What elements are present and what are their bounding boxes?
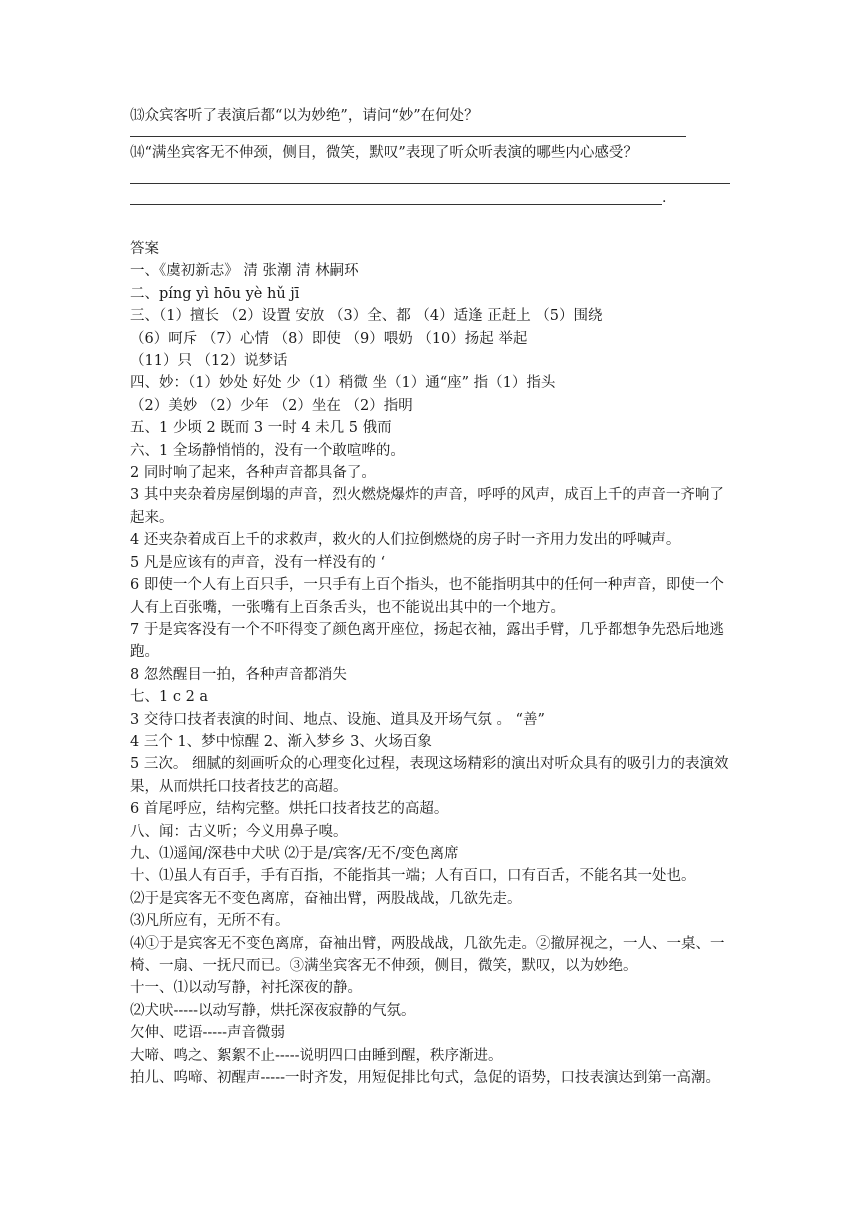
answer-line: ⑶凡所应有，无所不有。 <box>130 913 290 930</box>
answer-line: 3 交待口技者表演的时间、地点、设施、道具及开场气氛 。 “善” <box>130 711 545 728</box>
answer-blank-14b[interactable] <box>130 204 662 205</box>
answer-line: 三、（1）擅长 （2）设置 安放 （3）全、都 （4）适逢 正赶上 （5）围绕 <box>130 308 603 325</box>
answer-line: 七、1 c 2 a <box>130 689 209 706</box>
answer-line: 6 即使一个人有上百只手，一只手有上百个指头，也不能指明其中的任何一种声音，即使一个人有上百张嘴，一张嘴有上百条舌头，也不能说出其中的一个地方。 <box>130 577 724 616</box>
answer-line: 8 忽然醒目一拍，各种声音都消失 <box>130 666 347 683</box>
answer-line: 欠伸、呓语-----声音微弱 <box>130 1025 285 1042</box>
answer-line: （2）美妙 （2）少年 （2）坐在 （2）指明 <box>130 397 413 414</box>
answer-line: 九、⑴遥闻/深巷中犬吠 ⑵于是/宾客/无不/变色离席 <box>130 845 459 862</box>
answer-line: 7 于是宾客没有一个不吓得变了颜色离开座位，扬起衣袖，露出手臂，几乎都想争先恐后地逃跑。 <box>130 621 724 661</box>
answer-line: 八、闻：古义听；今义用鼻子嗅。 <box>130 823 348 840</box>
answer-line: ⑵犬吠-----以动写静，烘托深夜寂静的气氛。 <box>130 1002 416 1019</box>
answer-list <box>130 260 734 1089</box>
answer-line: 3 其中夹杂着房屋倒塌的声音，烈火燃烧爆炸的声音，呼呼的风声，成百上千的声音一齐响了起来。 <box>130 487 724 526</box>
answer-line: 十一、⑴以动写静，衬托深夜的静。 <box>130 980 362 997</box>
question-13: ⒀众宾客听了表演后都“以为妙绝”，请问“妙”在何处？ <box>130 108 479 124</box>
answer-line: 2 同时响了起来，各种声音都具备了。 <box>130 465 376 482</box>
answer-line: 一、《虞初新志》 清 张潮 清 林嗣环 <box>130 263 359 280</box>
answers-title: 答案 <box>130 241 159 257</box>
answer-line: 十、⑴虽人有百手，手有百指，不能指其一端；人有百口，口有百舌，不能名其一处也。 <box>130 868 696 885</box>
answer-line: （6）呵斥 （7）心情 （8）即使 （9）喂奶 （10）扬起 举起 <box>130 330 528 347</box>
answer-line: 五、1 少顷 2 既而 3 一时 4 未几 5 俄而 <box>130 420 392 437</box>
answer-line: 大啼、鸣之、絮絮不止-----说明四口由睡到醒，秩序渐进。 <box>130 1047 503 1064</box>
document-page <box>130 104 734 1089</box>
answer-line: 二、píng yì hōu yè hǔ jī <box>130 285 300 302</box>
answer-blank-13[interactable] <box>130 136 686 137</box>
answer-line: 六、1 全场静悄悄的，没有一个敢喧哗的。 <box>130 442 405 459</box>
answer-line: 4 还夹杂着成百上千的求救声，救火的人们拉倒燃烧的房子时一齐用力发出的呼喊声。 <box>130 532 681 549</box>
answer-line: 4 三个 1、梦中惊醒 2、渐入梦乡 3、火场百象 <box>130 733 432 750</box>
answer-line: 拍儿、呜啼、初醒声-----一时齐发，用短促排比句式，急促的语势，口技表演达到第一高潮。 <box>130 1070 720 1087</box>
answer-line: ⑵于是宾客无不变色离席，奋袖出臂，两股战战，几欲先走。 <box>130 890 522 907</box>
question-14: ⒁“满坐宾客无不伸颈，侧目，微笑，默叹”表现了听众听表演的哪些内心感受？ <box>130 145 638 161</box>
answer-line: 四、妙：（1）妙处 好处 少（1）稍微 坐（1）通“座” 指（1）指头 <box>130 375 556 392</box>
answer-line: 5 凡是应该有的声音，没有一样没有的 ‘ <box>130 554 386 571</box>
answer-line: 6 首尾呼应，结构完整。烘托口技者技艺的高超。 <box>130 801 449 818</box>
answer-line: （11）只 （12）说梦话 <box>130 353 288 370</box>
answer-line: ⑷①于是宾客无不变色离席，奋袖出臂，两股战战，几欲先走。②撤屏视之，一人、一桌、一椅、一扇、一抚尺而已。③满坐宾客无不伸颈，侧目，微笑，默叹，以为妙绝。 <box>130 935 725 974</box>
blank-end-mark: . <box>662 190 667 206</box>
answer-line: 5 三次。 细腻的刻画听众的心理变化过程，表现这场精彩的演出对听众具有的吸引力的表演效果，从而烘托口技者技艺的高超。 <box>130 756 729 795</box>
